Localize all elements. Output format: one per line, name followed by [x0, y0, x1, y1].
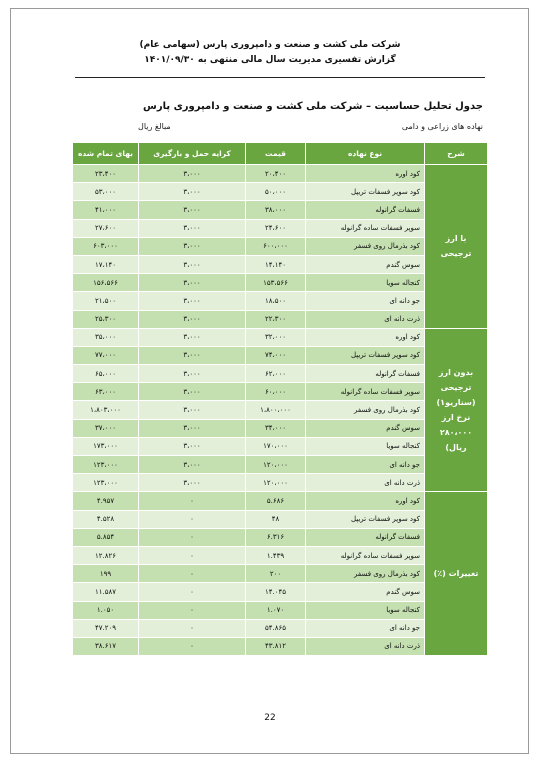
- price-cell: ۱۲۰،۰۰۰: [246, 474, 306, 492]
- freight-cell: ۰: [139, 546, 246, 564]
- price-cell: ۲۴،۶۰۰: [246, 219, 306, 237]
- table-subtitle: نهاده های زراعی و دامی: [401, 122, 483, 131]
- cost-cell: ۱۲۳،۰۰۰: [73, 456, 139, 474]
- table-row: [73, 165, 488, 183]
- item-cell: سوپر فسفات ساده گرانوله: [306, 383, 425, 401]
- cost-cell: ۶۳،۰۰۰: [73, 383, 139, 401]
- freight-cell: ۰: [139, 637, 246, 655]
- price-cell: ۶۲،۰۰۰: [246, 365, 306, 383]
- cost-cell: ۴.۵۲۸: [73, 510, 139, 528]
- cost-cell: ۱.۰۵۰: [73, 601, 139, 619]
- item-cell: کود بذرمال روی فسفر: [306, 565, 425, 583]
- freight-cell: ۳،۰۰۰: [139, 274, 246, 292]
- item-cell: سوس گندم: [306, 583, 425, 601]
- price-cell: ۲۰۰: [246, 565, 306, 583]
- price-cell: ۱.۰۷۰: [246, 601, 306, 619]
- price-cell: ۱۵۳،۵۶۶: [246, 274, 306, 292]
- cost-cell: ۴.۹۵۷: [73, 492, 139, 510]
- freight-cell: ۳،۰۰۰: [139, 437, 246, 455]
- company-title: شرکت ملی کشت و صنعت و دامپروری پارس (سهامی عام): [139, 40, 401, 50]
- cost-cell: ۲۵،۳۰۰: [73, 310, 139, 328]
- cost-cell: ۱،۸۰۳،۰۰۰: [73, 401, 139, 419]
- item-cell: کود اوره: [306, 328, 425, 346]
- header-divider: [75, 77, 485, 78]
- page-number: 22: [264, 713, 276, 723]
- item-cell: کود سوپر فسفات تریپل: [306, 510, 425, 528]
- freight-cell: ۳،۰۰۰: [139, 237, 246, 255]
- item-cell: کنجاله سویا: [306, 437, 425, 455]
- cost-cell: ۱۲.۸۲۶: [73, 546, 139, 564]
- freight-cell: ۳،۰۰۰: [139, 183, 246, 201]
- item-cell: کود اوره: [306, 492, 425, 510]
- col-header-total-cost: بهای تمام شده: [73, 143, 139, 165]
- table-row: [73, 492, 488, 510]
- price-cell: ۵۰،۰۰۰: [246, 183, 306, 201]
- cost-cell: ۷۷،۰۰۰: [73, 346, 139, 364]
- cost-cell: ۱۹۹: [73, 565, 139, 583]
- freight-cell: ۳،۰۰۰: [139, 165, 246, 183]
- freight-cell: ۳،۰۰۰: [139, 310, 246, 328]
- price-cell: ۲۲،۳۰۰: [246, 310, 306, 328]
- price-cell: ۳۴،۰۰۰: [246, 419, 306, 437]
- unit-note: مبالغ ریال: [138, 122, 171, 131]
- report-title: گزارش تفسیری مدیریت سال مالی منتهی به ۱۴۰۱/۰۹/۳۰: [144, 55, 396, 65]
- table-title: جدول تحلیل حساسیت – شرکت ملی کشت و صنعت و دامپروری پارس: [143, 101, 483, 112]
- item-cell: فسفات گرانوله: [306, 201, 425, 219]
- freight-cell: ۳،۰۰۰: [139, 419, 246, 437]
- group-label: تغییرات (٪): [425, 492, 488, 656]
- cost-cell: ۵۳،۰۰۰: [73, 183, 139, 201]
- cost-cell: ۳۸.۶۱۷: [73, 637, 139, 655]
- freight-cell: ۳،۰۰۰: [139, 383, 246, 401]
- price-cell: ۶۰۰،۰۰۰: [246, 237, 306, 255]
- table-header-row: [73, 143, 488, 165]
- item-cell: کود بذرمال روی فسفر: [306, 237, 425, 255]
- freight-cell: ۳،۰۰۰: [139, 456, 246, 474]
- item-cell: سوپر فسفات ساده گرانوله: [306, 546, 425, 564]
- item-cell: کود بذرمال روی فسفر: [306, 401, 425, 419]
- group-label: با ارز ترجیحی: [425, 165, 488, 329]
- freight-cell: ۰: [139, 528, 246, 546]
- cost-cell: ۳۵،۰۰۰: [73, 328, 139, 346]
- freight-cell: ۰: [139, 510, 246, 528]
- freight-cell: ۰: [139, 565, 246, 583]
- freight-cell: ۰: [139, 492, 246, 510]
- cost-cell: ۱۷،۱۴۰: [73, 255, 139, 273]
- cost-cell: ۱۲۳،۰۰۰: [73, 474, 139, 492]
- freight-cell: ۳،۰۰۰: [139, 365, 246, 383]
- price-cell: ۱.۴۳۹: [246, 546, 306, 564]
- table-row: [73, 328, 488, 346]
- cost-cell: ۱۵۶،۵۶۶: [73, 274, 139, 292]
- group-label: بدون ارز ترجیحی (سناریو۱) نرخ ارز ۲۸۰،۰۰۰ ریال): [425, 328, 488, 492]
- cost-cell: ۶۵،۰۰۰: [73, 365, 139, 383]
- item-cell: سوپر فسفات ساده گرانوله: [306, 219, 425, 237]
- price-cell: ۳۲،۰۰۰: [246, 328, 306, 346]
- item-cell: ذرت دانه ای: [306, 474, 425, 492]
- freight-cell: ۳،۰۰۰: [139, 201, 246, 219]
- item-cell: کود سوپر فسفات تریپل: [306, 183, 425, 201]
- price-cell: ۱۷۰،۰۰۰: [246, 437, 306, 455]
- item-cell: کود اوره: [306, 165, 425, 183]
- cost-cell: ۲۱،۵۰۰: [73, 292, 139, 310]
- price-cell: ۱۲۰،۰۰۰: [246, 456, 306, 474]
- price-cell: ۵.۶۸۶: [246, 492, 306, 510]
- item-cell: ذرت دانه ای: [306, 637, 425, 655]
- price-cell: ۴۳.۸۱۲: [246, 637, 306, 655]
- price-cell: ۱۴.۰۴۵: [246, 583, 306, 601]
- col-header-freight: کرایه حمل و بارگیری: [139, 143, 246, 165]
- cost-cell: ۴۷.۲۰۹: [73, 619, 139, 637]
- item-cell: جو دانه ای: [306, 292, 425, 310]
- item-cell: فسفات گرانوله: [306, 365, 425, 383]
- price-cell: ۴۸: [246, 510, 306, 528]
- freight-cell: ۳،۰۰۰: [139, 401, 246, 419]
- price-cell: ۶۰،۰۰۰: [246, 383, 306, 401]
- freight-cell: ۳،۰۰۰: [139, 219, 246, 237]
- item-cell: کود سوپر فسفات تریپل: [306, 346, 425, 364]
- price-cell: ۲۰،۴۰۰: [246, 165, 306, 183]
- cost-cell: ۳۷،۰۰۰: [73, 419, 139, 437]
- price-cell: ۳۸،۰۰۰: [246, 201, 306, 219]
- item-cell: کنجاله سویا: [306, 601, 425, 619]
- cost-cell: ۶۰۳،۰۰۰: [73, 237, 139, 255]
- item-cell: جو دانه ای: [306, 619, 425, 637]
- cost-cell: ۱۱.۵۸۷: [73, 583, 139, 601]
- item-cell: سوس گندم: [306, 255, 425, 273]
- price-cell: ۱۴،۱۴۰: [246, 255, 306, 273]
- price-cell: ۱،۸۰۰،۰۰۰: [246, 401, 306, 419]
- freight-cell: ۰: [139, 619, 246, 637]
- item-cell: کنجاله سویا: [306, 274, 425, 292]
- cost-cell: ۲۷،۶۰۰: [73, 219, 139, 237]
- price-cell: ۶.۳۱۶: [246, 528, 306, 546]
- cost-cell: ۱۷۳،۰۰۰: [73, 437, 139, 455]
- item-cell: فسفات گرانوله: [306, 528, 425, 546]
- price-cell: ۷۴،۰۰۰: [246, 346, 306, 364]
- cost-cell: ۴۱،۰۰۰: [73, 201, 139, 219]
- table-body: [73, 165, 488, 656]
- col-header-input-type: نوع نهاده: [306, 143, 425, 165]
- freight-cell: ۰: [139, 601, 246, 619]
- price-cell: ۵۴.۸۶۵: [246, 619, 306, 637]
- cost-cell: ۲۳،۴۰۰: [73, 165, 139, 183]
- freight-cell: ۳،۰۰۰: [139, 474, 246, 492]
- item-cell: ذرت دانه ای: [306, 310, 425, 328]
- freight-cell: ۰: [139, 583, 246, 601]
- freight-cell: ۳،۰۰۰: [139, 255, 246, 273]
- col-header-description: شرح: [425, 143, 488, 165]
- cost-cell: ۵.۸۵۴: [73, 528, 139, 546]
- freight-cell: ۳،۰۰۰: [139, 292, 246, 310]
- col-header-price: قیمت: [246, 143, 306, 165]
- freight-cell: ۳،۰۰۰: [139, 346, 246, 364]
- item-cell: سوس گندم: [306, 419, 425, 437]
- item-cell: جو دانه ای: [306, 456, 425, 474]
- freight-cell: ۳،۰۰۰: [139, 328, 246, 346]
- sensitivity-table: [72, 142, 488, 656]
- price-cell: ۱۸،۵۰۰: [246, 292, 306, 310]
